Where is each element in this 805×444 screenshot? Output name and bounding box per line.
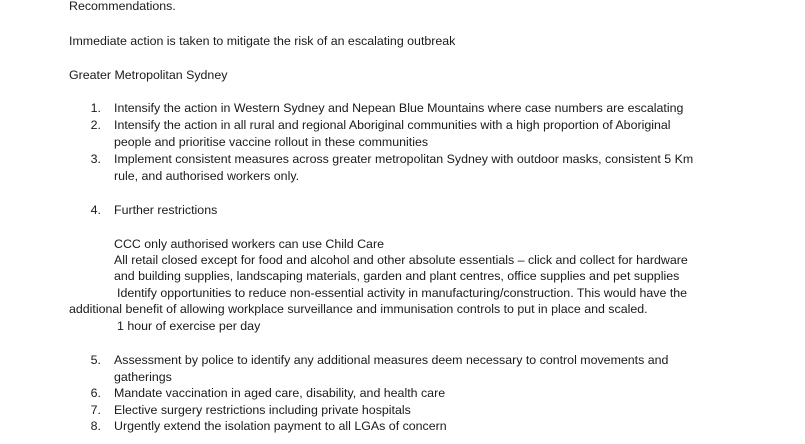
list-item-number: 1. <box>90 101 101 115</box>
restriction-line: CCC only authorised workers can use Child Care <box>114 237 384 251</box>
list-item-number: 2. <box>90 118 101 132</box>
list-item-text: Implement consistent measures across greater metropolitan Sydney with outdoor masks, consistent 5 Km <box>114 152 694 166</box>
list-item-text: Urgently extend the isolation payment to all LGAs of concern <box>114 419 447 433</box>
list-item-text: Assessment by police to identify any additional measures deem necessary to control movements and <box>114 353 669 367</box>
list-item-number: 7. <box>90 403 101 417</box>
list-item-text: rule, and authorised workers only. <box>114 169 300 183</box>
intro-text: Immediate action is taken to mitigate the risk of an escalating outbreak <box>69 34 456 48</box>
restriction-line: and building supplies, landscaping materials, garden and plant centres, office supplies and pet supplies <box>114 269 680 283</box>
restriction-line: Identify opportunities to reduce non-essential activity in manufacturing/construction. This would have the <box>117 286 688 300</box>
restriction-line: additional benefit of allowing workplace surveillance and immunisation controls to put in place and scaled. <box>69 302 648 316</box>
list-item-number: 4. <box>90 203 101 217</box>
restriction-line: 1 hour of exercise per day <box>117 319 261 333</box>
list-item-number: 5. <box>90 353 101 367</box>
list-item-text: Further restrictions <box>114 203 218 217</box>
list-item-text: Intensify the action in Western Sydney and Nepean Blue Mountains where case numbers are escalating <box>114 101 684 115</box>
list-item-text: Mandate vaccination in aged care, disability, and health care <box>114 386 446 400</box>
list-item-text: Elective surgery restrictions including private hospitals <box>114 403 411 417</box>
restriction-line: All retail closed except for food and alcohol and other absolute essentials – click and collect for hardware <box>114 253 688 267</box>
list-item-number: 8. <box>90 419 101 433</box>
region-heading: Greater Metropolitan Sydney <box>69 68 228 82</box>
list-item-text: Intensify the action in all rural and regional Aboriginal communities with a high proportion of Aboriginal <box>114 118 671 132</box>
heading: Recommendations. <box>69 0 176 13</box>
list-item-number: 3. <box>90 152 101 166</box>
list-item-text: people and prioritise vaccine rollout in these communities <box>114 135 429 149</box>
list-item-number: 6. <box>90 386 101 400</box>
list-item-text: gatherings <box>114 370 172 384</box>
